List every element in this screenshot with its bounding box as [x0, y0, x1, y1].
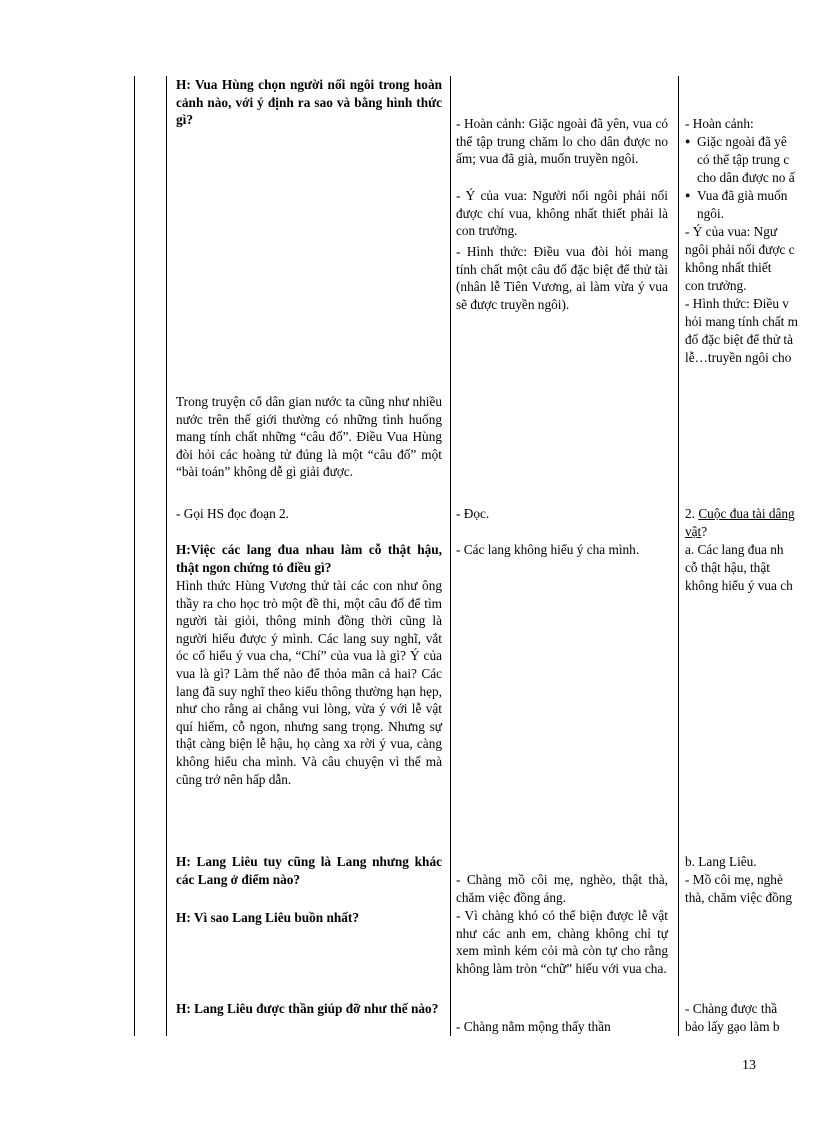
c3-bullet-2-line-2: ngôi.: [697, 206, 724, 221]
question-4: H: Vì sao Lang Liêu buồn nhất?: [176, 910, 360, 925]
question-3: H: Lang Liêu tuy cũng là Lang nhưng khác các Lang ở điểm nào?: [176, 854, 442, 887]
c3-intention-line-1: - Ý của vua: Ngư: [685, 224, 778, 239]
intro-paragraph: Trong truyện cổ dân gian nước ta cũng như nhiều nước trên thế giới thường có những tình huống mang tính chất những “câu đố”. Điều Vua Hùng đòi hỏi các hoàng tử đúng là một “câu đố” một “bài toán” không dễ gì giải được.: [176, 394, 442, 480]
c3-a-line-2: cỗ thật hậu, thật: [685, 560, 770, 575]
c3-intention-line-3: không nhất thiết: [685, 260, 772, 275]
c3-section-2-heading: [685, 505, 795, 523]
answer-lords: - Các lang không hiểu ý cha mình.: [456, 542, 640, 557]
table-border-left-outer: [134, 76, 135, 1036]
call-student-reading: - Gọi HS đọc đoạn 2.: [176, 506, 290, 521]
question-2: H:Việc các lang đua nhau làm cỗ thật hậu, thật ngon chứng tỏ điều gì?: [176, 542, 442, 575]
c3-c-line-1: - Chàng được thầ: [685, 1001, 778, 1016]
table-border-mid1: [450, 76, 451, 1036]
c3-c-line-2: bảo lấy gạo làm b: [685, 1019, 780, 1034]
c3-bullet-2-line-1: ● Vua đã già muốn: [685, 187, 787, 205]
c3-bullet-1-line-2: có thể tập trung c: [697, 152, 790, 167]
explanation-paragraph: Hình thức Hùng Vương thử tài các con như ông thầy ra cho học trò một đề thi, một câu đố để tìm người tài giỏi, thông minh đồng thời cũng là người hiểu được ý mình. Các lang suy nghĩ, vắt óc cố hiểu ý vua cha, “Chí” của vua là gì? Ý của vua là gì? Làm thế nào để thỏa mãn cả hai? Các lang đã suy nghĩ theo kiểu thông thường hạn hẹp, như cho rằng ai chẳng vui lòng, vừa ý với lễ vật quí hiếm, cỗ ngon, nhưng sang trọng. Nhưng sự thật càng biện lễ hậu, họ càng xa rời ý vua, càng không hiểu cha mình. Và câu chuyện vì thế mà cũng trở nên hấp dẫn.: [176, 578, 442, 787]
table-border-mid2: [678, 76, 679, 1036]
c3-section-2-number: 2.: [685, 506, 695, 521]
c3-b-line-2: thà, chăm việc đồng: [685, 890, 793, 905]
table-border-left: [166, 76, 167, 1036]
c3-bullet-1-line-3: cho dân được no ấ: [697, 170, 795, 185]
c3-form-line-1: - Hình thức: Điều v: [685, 296, 789, 311]
c3-circumstance-label: - Hoàn cảnh:: [685, 116, 754, 131]
answer-circumstance: - Hoàn cảnh: Giặc ngoài đã yên, vua có thể tập trung chăm lo cho dân được no ấm; vua đã già, muốn truyền ngôi.: [456, 116, 668, 167]
c3-section-2-title: Cuộc đua tài dâng: [698, 506, 795, 521]
answer-lang-lieu-sad: - Vì chàng khó có thể biện được lễ vật như các anh em, chàng không chỉ tự xem mình kém cỏi mà còn tự cho rằng không làm tròn “chữ” hiếu với vua cha.: [456, 908, 668, 976]
answer-intention: - Ý của vua: Người nối ngôi phải nối được chí vua, không nhất thiết phải là con trưởng.: [456, 188, 668, 239]
question-1: H: Vua Hùng chọn người nối ngôi trong hoàn cảnh nào, với ý định ra sao và bằng hình thức gì?: [176, 77, 442, 128]
c3-b-line-1: - Mồ côi mẹ, nghè: [685, 872, 783, 887]
c3-section-2-title-cont: vật: [685, 524, 702, 539]
c3-intention-line-4: con trưởng.: [685, 278, 747, 293]
answer-lang-lieu-diff: - Chàng mồ côi mẹ, nghèo, thật thà, chăm việc đồng áng.: [456, 872, 668, 905]
c3-intention-line-2: ngôi phải nối được c: [685, 242, 795, 257]
c3-section-2-heading-cont: [685, 523, 707, 541]
c3-b-title: b. Lang Liêu.: [685, 854, 757, 869]
answer-form: - Hình thức: Điều vua đòi hỏi mang tính chất một câu đố đặc biệt để thử tài (nhân lễ Tiên Vương, ai làm vừa ý vua sẽ được truyền ngôi).: [456, 244, 668, 312]
c3-a-line-3: không hiểu ý vua ch: [685, 578, 793, 593]
answer-dream: - Chàng nằm mộng thấy thần: [456, 1019, 611, 1034]
c3-a-line-1: a. Các lang đua nh: [685, 542, 784, 557]
c3-bullet-1-line-1: ● Giặc ngoài đã yê: [685, 133, 787, 151]
page-number: 13: [742, 1058, 756, 1073]
c3-form-line-3: đố đặc biệt để thử tà: [685, 332, 794, 347]
c3-form-line-2: hỏi mang tính chất m: [685, 314, 799, 329]
c3-section-2-qmark: ?: [701, 524, 708, 539]
c3-form-line-4: lễ…truyền ngôi cho: [685, 350, 792, 365]
answer-read: - Đọc.: [456, 506, 490, 521]
question-5: H: Lang Liêu được thần giúp đỡ như thế nào?: [176, 1001, 439, 1016]
